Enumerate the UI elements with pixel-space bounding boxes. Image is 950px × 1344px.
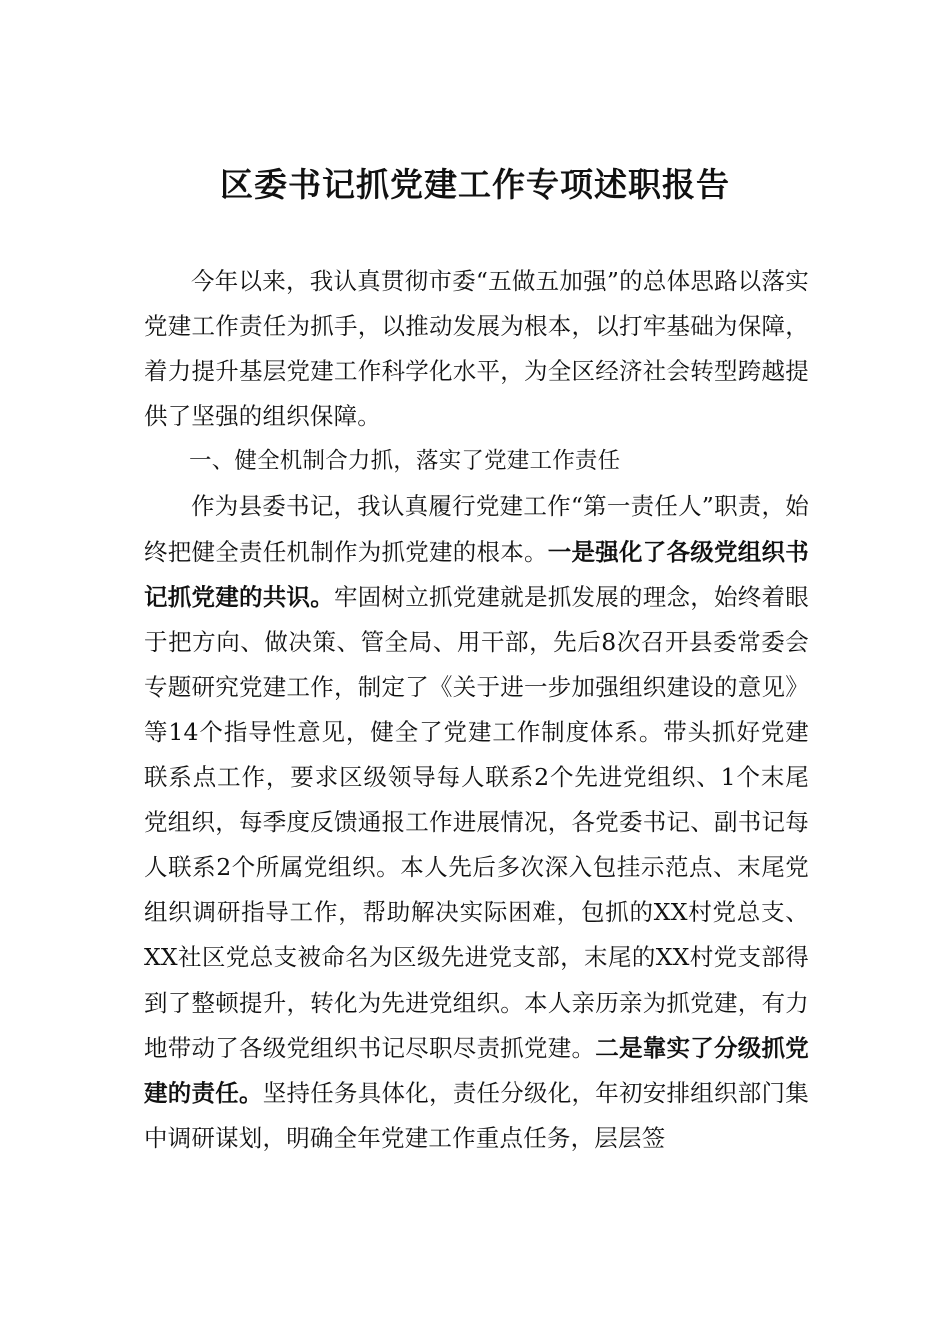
document-title: 区委书记抓党建工作专项述职报告 [220, 165, 730, 204]
lead-text: 作为县委书记，我认真履行党建工作“第一责任人”职责，始终把健全责任机制作为抓党建的根本。 [144, 492, 809, 566]
document-body [144, 259, 809, 1161]
point-1-text: 牢固树立抓党建就是抓发展的理念，始终着眼于把方向、做决策、管全局、用干部，先后8次召开县委常委会专题研究党建工作，制定了《关于进一步加强组织建设的意见》等14个指导性意见，健全了党建工作制度体系。带头抓好党建联系点工作，要求区级领导每人联系2个先进党组织、1个末尾党组织，每季度反馈通报工作进展情况，各党委书记、副书记每人联系2个所属党组织。本人先后多次深入包挂示范点、末尾党组织调研指导工作，帮助解决实际困难，包抓的XX村党总支、XX社区党总支被命名为区级先进党支部，末尾的XX村党支部得到了整顿提升，转化为先进党组织。本人亲历亲为抓党建，有力地带动了各级党组织书记尽职尽责抓党建。 [144, 582, 809, 1062]
point-2-heading: 二是靠实了分级抓党建的责任。 [144, 1033, 809, 1107]
section-paragraph [144, 484, 809, 1160]
point-1-heading: 一是强化了各级党组织书记抓党建的共识。 [144, 537, 809, 611]
intro-paragraph: 今年以来，我认真贯彻市委“五做五加强”的总体思路以落实党建工作责任为抓手，以推动发展为根本，以打牢基础为保障，着力提升基层党建工作科学化水平，为全区经济社会转型跨越提供了坚强的组织保障。 [144, 267, 809, 431]
point-2-text: 坚持任务具体化，责任分级化，年初安排组织部门集中调研谋划，明确全年党建工作重点任务，层层签 [144, 1078, 809, 1152]
section-heading: 一、健全机制合力抓，落实了党建工作责任 [189, 448, 621, 475]
